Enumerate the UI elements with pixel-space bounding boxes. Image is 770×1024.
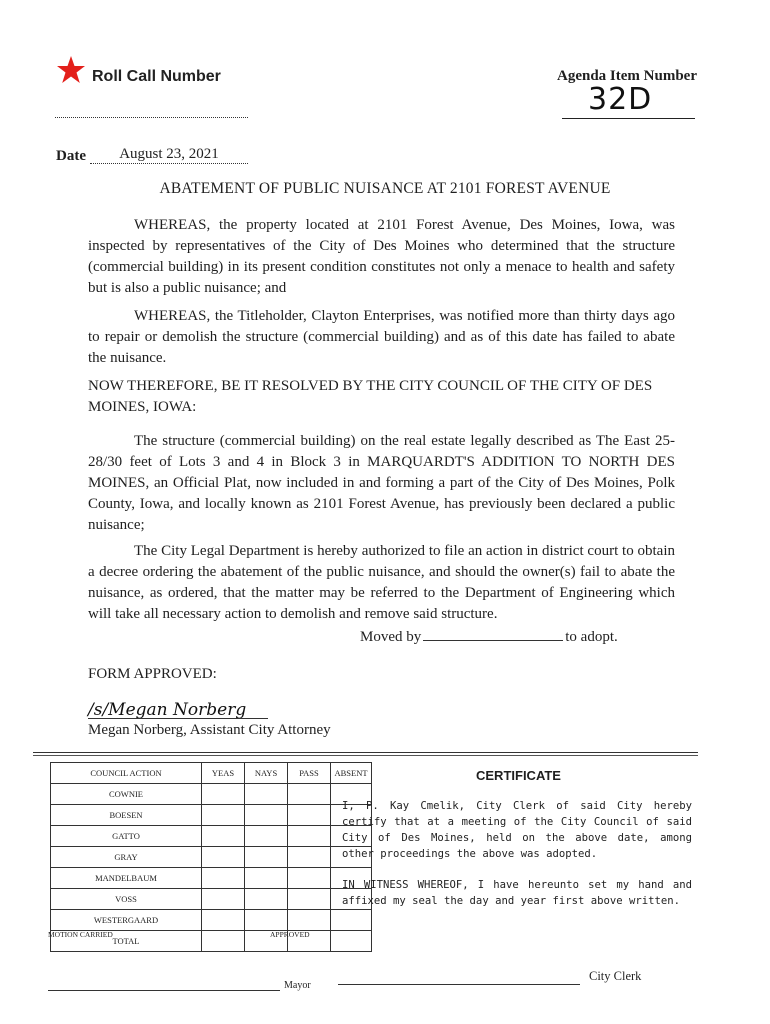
vote-cell [202, 931, 245, 952]
motion-carried-label: MOTION CARRIED [48, 930, 113, 939]
vote-cell [331, 910, 372, 931]
form-approved-label: FORM APPROVED: [88, 666, 217, 682]
member-name: BOESEN [51, 805, 202, 826]
header-yeas: YEAS [202, 763, 245, 784]
vote-cell [245, 826, 288, 847]
moved-by-line [360, 626, 618, 646]
table-row [51, 784, 372, 805]
attorney-signature: /s/Megan Norberg [88, 700, 247, 720]
date-value: August 23, 2021 [90, 146, 248, 164]
vote-cell [288, 889, 331, 910]
vote-cell [202, 868, 245, 889]
member-name: GRAY [51, 847, 202, 868]
city-clerk-label: City Clerk [589, 969, 642, 983]
certificate-title: CERTIFICATE [476, 768, 561, 783]
vote-cell [245, 868, 288, 889]
vote-cell [202, 889, 245, 910]
member-name: MANDELBAUM [51, 868, 202, 889]
structure-paragraph: The structure (commercial building) on the real estate legally described as The East 25-28/30 feet of Lots 3 and 4 in Block 3 in MARQUARDT'S ADDITION TO NORTH DES MOINES, an Official Plat, now included in and forming a part of the City of Des Moines, Polk County, Iowa, and locally known as 2101 Forest Avenue, has previously been declared a public nuisance; [88, 433, 675, 533]
roll-call-label: Roll Call Number [92, 68, 221, 85]
header-council-action: COUNCIL ACTION [51, 763, 202, 784]
certificate-statement: I, P. Kay Cmelik, City Clerk of said City hereby certify that at a meeting of the City Council of said City of Des Moines, held on the above date, among other proceedings the above was adopted. [342, 800, 692, 860]
table-row [51, 910, 372, 931]
resolved-paragraph: NOW THEREFORE, BE IT RESOLVED BY THE CITY COUNCIL OF THE CITY OF DES MOINES, IOWA: [88, 378, 653, 415]
council-action-table [50, 762, 372, 952]
vote-cell [245, 889, 288, 910]
date-label: Date [56, 148, 86, 164]
vote-cell [288, 805, 331, 826]
section-divider [33, 752, 698, 753]
vote-cell [288, 826, 331, 847]
vote-cell [202, 826, 245, 847]
vote-cell [331, 931, 372, 952]
to-adopt-label: to adopt. [565, 629, 618, 645]
member-name: COWNIE [51, 784, 202, 805]
whereas-paragraph-2: WHEREAS, the Titleholder, Clayton Enterprises, was notified more than thirty days ago to repair or demolish the structure (commercial building) and as of this date has failed to abate the nuisance. [88, 308, 675, 366]
header-absent: ABSENT [331, 763, 372, 784]
member-name: GATTO [51, 826, 202, 847]
table-header-row [51, 763, 372, 784]
vote-cell [202, 910, 245, 931]
star-icon [56, 55, 86, 85]
vote-cell [245, 805, 288, 826]
moved-by-label: Moved by [360, 629, 422, 645]
header-pass: PASS [288, 763, 331, 784]
table-row [51, 826, 372, 847]
vote-cell [288, 784, 331, 805]
whereas-paragraph-1: WHEREAS, the property located at 2101 Forest Avenue, Des Moines, Iowa, was inspected by representatives of the City of Des Moines who determined that the structure (commercial building) in its present condition constitutes not only a menace to health and safety but is also a public nuisance; and [88, 217, 675, 296]
vote-cell [202, 847, 245, 868]
vote-cell [245, 910, 288, 931]
vote-cell [202, 805, 245, 826]
mayor-label: Mayor [284, 980, 311, 991]
approved-label: APPROVED [270, 930, 310, 939]
vote-cell [245, 847, 288, 868]
clerk-signature-line [338, 984, 580, 985]
table-row [51, 868, 372, 889]
attorney-name-title: Megan Norberg, Assistant City Attorney [88, 722, 331, 738]
vote-cell [288, 847, 331, 868]
legal-department-paragraph: The City Legal Department is hereby authorized to file an action in district court to obtain a decree ordering the abatement of the public nuisance, and should the owner(s) fail to abate the nuisance, as ordered, that the matter may be referred to the Department of Engineering which will take all necessary action to demolish and remove said structure. [88, 543, 675, 622]
agenda-item-label: Agenda Item Number [557, 68, 697, 84]
moved-by-blank [423, 626, 563, 641]
agenda-item-number: 32D [588, 82, 653, 117]
vote-cell [202, 784, 245, 805]
mayor-signature-line [48, 990, 280, 991]
witness-statement: IN WITNESS WHEREOF, I have hereunto set my hand and affixed my seal the day and year first above written. [342, 879, 692, 907]
member-name: VOSS [51, 889, 202, 910]
header-nays: NAYS [245, 763, 288, 784]
member-name: WESTERGAARD [51, 910, 202, 931]
table-row [51, 889, 372, 910]
document-title: ABATEMENT OF PUBLIC NUISANCE AT 2101 FOREST AVENUE [159, 180, 611, 197]
vote-cell [245, 784, 288, 805]
table-row [51, 805, 372, 826]
agenda-number-line [562, 118, 695, 119]
signature-line [88, 718, 268, 719]
vote-cell [288, 868, 331, 889]
total-label: TOTAL [51, 931, 202, 952]
section-divider-secondary [33, 755, 698, 756]
table-row [51, 847, 372, 868]
vote-cell [288, 910, 331, 931]
roll-call-number-line [55, 117, 248, 118]
